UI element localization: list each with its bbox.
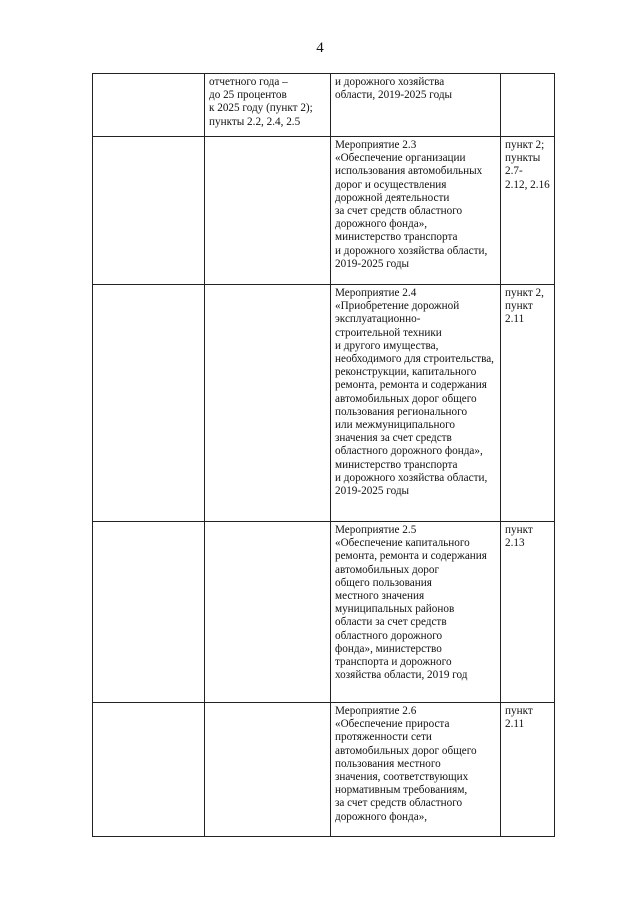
program-measures-table (92, 73, 555, 837)
cell-indicator (205, 137, 331, 285)
cell-reference (501, 74, 555, 137)
cell-reference: пункт 2.13 (501, 522, 555, 703)
cell-col-1 (93, 522, 205, 703)
cell-indicator (205, 285, 331, 522)
cell-col-1 (93, 285, 205, 522)
cell-indicator: отчетного года – до 25 процентов к 2025 году (пункт 2); пункты 2.2, 2.4, 2.5 (205, 74, 331, 137)
cell-measure: и дорожного хозяйства области, 2019-2025 годы (331, 74, 501, 137)
cell-measure: Мероприятие 2.3 «Обеспечение организации использования автомобильных дорог и осуществления дорожной деятельности за счет средств областного дорожного фонда», министерство транспорта и дорожного хозяйства области, 2019-2025 годы (331, 137, 501, 285)
page-number: 4 (316, 40, 324, 56)
cell-reference: пункт 2, пункт 2.11 (501, 285, 555, 522)
cell-measure: Мероприятие 2.6 «Обеспечение прироста протяженности сети автомобильных дорог общего пользования местного значения, соответствующих нормативным требованиям, за счет средств областного дорожного фонда», (331, 703, 501, 837)
cell-measure: Мероприятие 2.4 «Приобретение дорожной эксплуатационно- строительной техники и другого имущества, необходимого для строительства, реконструкции, капитального ремонта, ремонта и содержания автомобильных дорог общего пользования регионального или межмуниципального значения за счет средств областного дорожного фонда», министерство транспорта и дорожного хозяйства области, 2019-2025 годы (331, 285, 501, 522)
table-row (93, 285, 555, 522)
cell-col-1 (93, 703, 205, 837)
cell-col-1 (93, 137, 205, 285)
table-row (93, 522, 555, 703)
cell-indicator (205, 703, 331, 837)
cell-reference: пункт 2; пункты 2.7- 2.12, 2.16 (501, 137, 555, 285)
cell-reference: пункт 2.11 (501, 703, 555, 837)
table-row (93, 137, 555, 285)
cell-indicator (205, 522, 331, 703)
cell-measure: Мероприятие 2.5 «Обеспечение капитального ремонта, ремонта и содержания автомобильных дорог общего пользования местного значения муниципальных районов области за счет средств областного дорожного фонда», министерство транспорта и дорожного хозяйства области, 2019 год (331, 522, 501, 703)
table-row (93, 703, 555, 837)
cell-col-1 (93, 74, 205, 137)
table-row (93, 74, 555, 137)
